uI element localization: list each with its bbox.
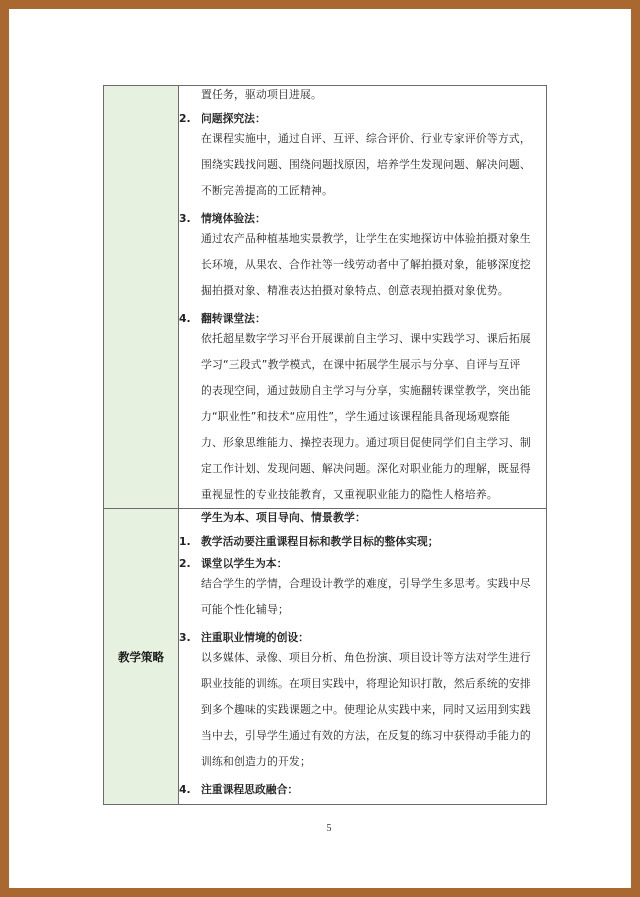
item-body-line: 围绕实践找问题、围绕问题找原因，培养学生发现问题、解决问题、	[201, 158, 531, 171]
document-page	[9, 9, 631, 888]
item-title: 教学活动要注重课程目标和教学目标的整体实现；	[201, 535, 439, 548]
numbered-item-heading	[179, 212, 546, 226]
item-title: 注重职业情境的创设：	[201, 631, 309, 644]
item-body-line: 通过农产品种植基地实景教学，让学生在实地探访中体验拍摄对象生	[201, 232, 531, 245]
spacer	[179, 775, 546, 783]
item-body-line: 定工作计划、发现问题、解决问题。深化对职业能力的理解，既显得	[201, 462, 531, 475]
item-body-line: 的表现空间，通过鼓励自主学习与分享，实施翻转课堂教学，突出能	[201, 384, 531, 397]
spacer	[179, 527, 546, 535]
item-body-line: 学习“三段式”教学模式，在课中拓展学生展示与分享、自评与互评	[201, 358, 521, 371]
item-title: 课堂以学生为本：	[201, 557, 288, 570]
teaching-strategy-label: 教学策略	[104, 509, 179, 805]
row-label-cell	[104, 86, 179, 509]
teaching-strategy-cell	[179, 509, 547, 805]
item-body-line: 力、形象思维能力、操控表现力。通过项目促使同学们自主学习、制	[201, 436, 531, 449]
numbered-item-heading	[179, 631, 546, 645]
item-number: 1.	[179, 535, 191, 548]
teaching-methods-cell	[179, 86, 547, 509]
item-number: 2.	[179, 112, 191, 125]
spacer	[179, 304, 546, 312]
item-number: 4.	[179, 312, 191, 325]
numbered-item-heading	[179, 783, 546, 797]
item-title: 翻转课堂法：	[201, 312, 266, 325]
item-body-line: 结合学生的学情，合理设计教学的难度，引导学生多思考。实践中尽	[201, 577, 531, 590]
item-title: 注重课程思政融合：	[201, 783, 299, 796]
item-body-line: 当中去，引导学生通过有效的方法，在反复的练习中获得动手能力的	[201, 729, 531, 742]
spacer	[179, 623, 546, 631]
item-body-line: 可能个性化辅导；	[201, 603, 289, 616]
spacer	[179, 204, 546, 212]
table-row	[104, 509, 547, 805]
teaching-table	[103, 85, 547, 805]
item-body-line: 掘拍摄对象、精准表达拍摄对象特点、创意表现拍摄对象优势。	[201, 284, 509, 297]
item-body-line: 重视显性的专业技能教育，又重视职业能力的隐性人格培养。	[201, 488, 498, 501]
item-number: 2.	[179, 557, 191, 570]
numbered-item-heading	[179, 557, 546, 571]
item-body-line: 职业技能的训练。在项目实践中，将理论知识打散，然后系统的安排	[201, 677, 531, 690]
numbered-item-heading	[179, 312, 546, 326]
spacer	[179, 104, 546, 112]
table-row	[104, 86, 547, 509]
item-number: 4.	[179, 783, 191, 796]
strategy-intro: 学生为本、项目导向、情景教学：	[201, 511, 366, 524]
item-number: 3.	[179, 631, 191, 644]
page-number: 5	[326, 823, 332, 834]
spacer	[179, 549, 546, 557]
item-body-line: 依托超星数字学习平台开展课前自主学习、课中实践学习、课后拓展	[201, 332, 531, 345]
item-number: 3.	[179, 212, 191, 225]
continuation-text: 置任务，驱动项目进展。	[201, 88, 322, 101]
item-title: 问题探究法：	[201, 112, 266, 125]
item-body-line: 不断完善提高的工匠精神。	[201, 184, 333, 197]
item-body-line: 训练和创造力的开发；	[201, 755, 311, 768]
item-body-line: 以多媒体、录像、项目分析、角色扮演、项目设计等方法对学生进行	[201, 651, 531, 664]
item-body-line: 长环境，从果农、合作社等一线劳动者中了解拍摄对象，能够深度挖	[201, 258, 531, 271]
numbered-item-heading	[179, 535, 546, 549]
item-body-line: 到多个趣味的实践课题之中。使理论从实践中来，同时又运用到实践	[201, 703, 531, 716]
item-title: 情境体验法：	[201, 212, 266, 225]
numbered-item-heading	[179, 112, 546, 126]
item-body-line: 在课程实施中，通过自评、互评、综合评价、行业专家评价等方式，	[201, 132, 531, 145]
item-body-line: 力“职业性”和技术“应用性”，学生通过该课程能具备现场观察能	[201, 410, 511, 423]
